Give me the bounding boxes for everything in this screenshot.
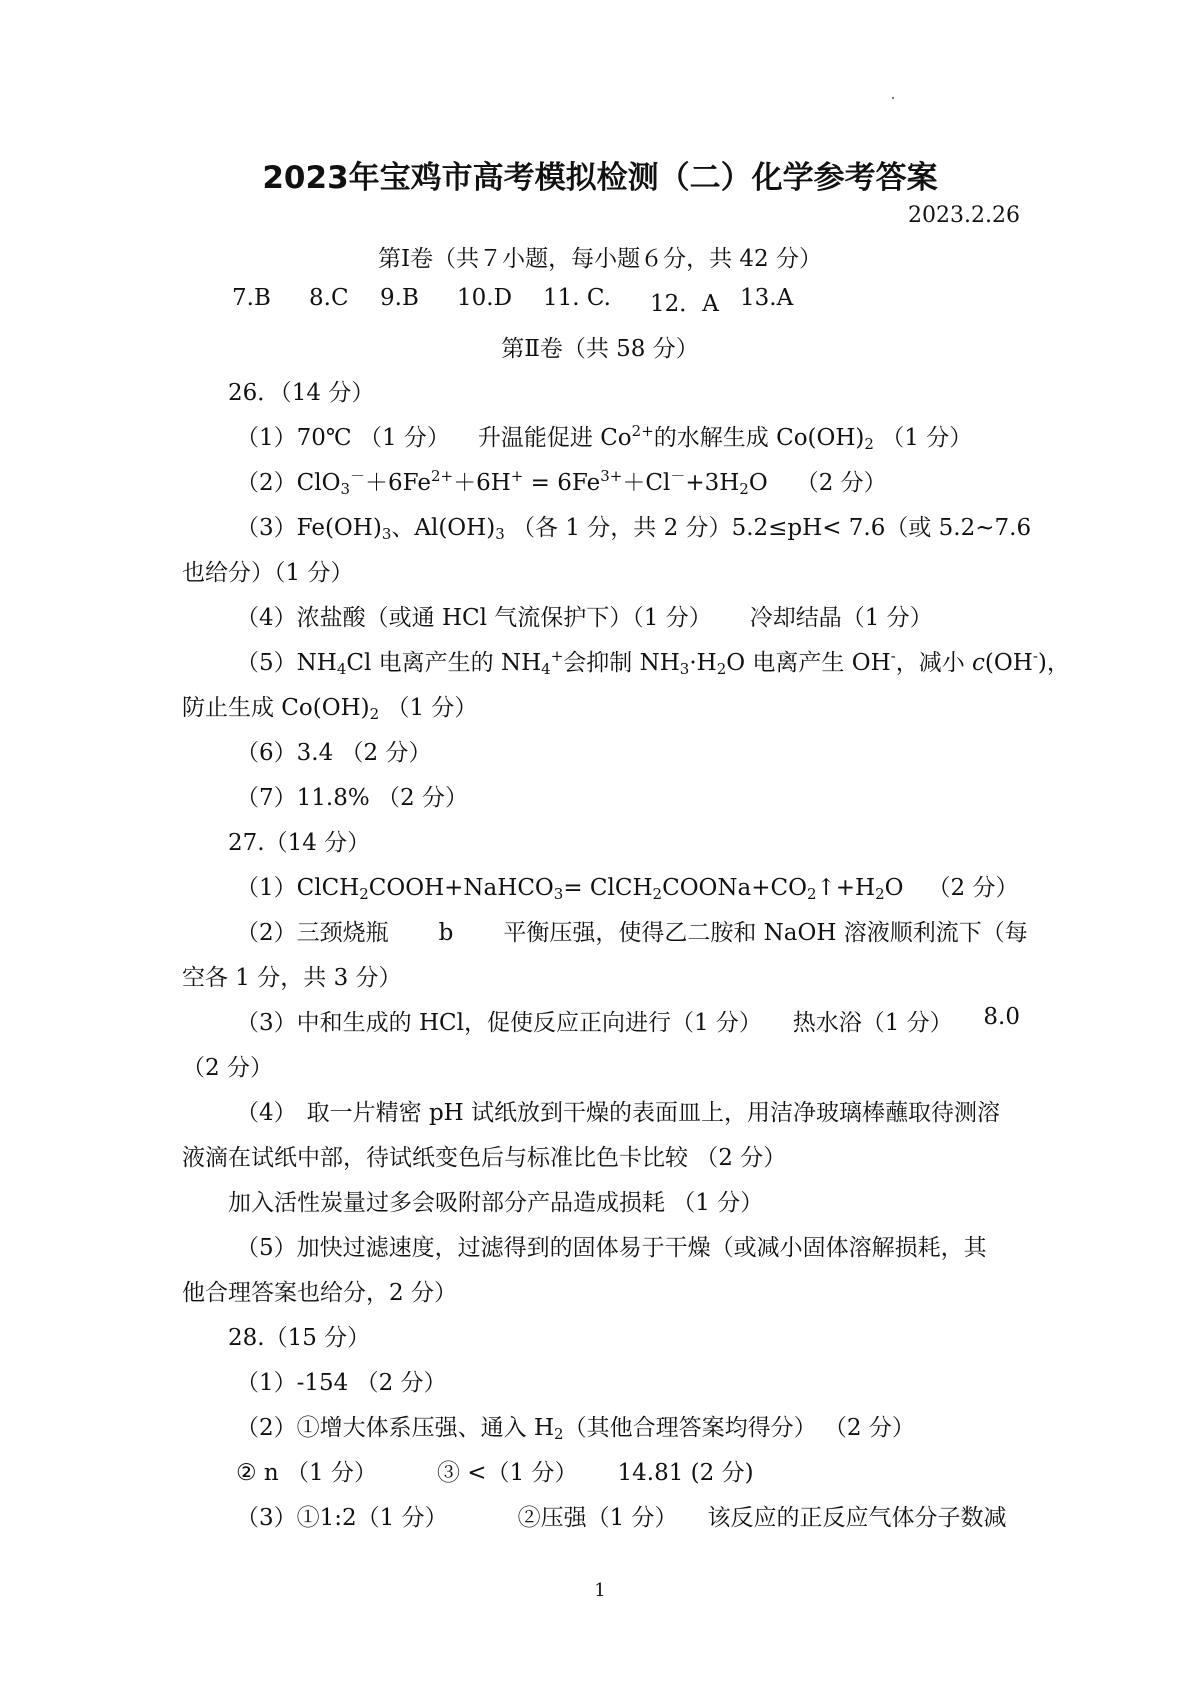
- q28-heading: 28.（15 分）: [228, 1325, 371, 1351]
- q27-part1-equation: （1）ClCH$_2$COOH+NaHCO$_3$= $ClCH_2COONa+CO_2↑+H_2O$ （2 分）: [236, 875, 1019, 903]
- q26-part5-cont: 防止生成 $Co(OH)_2$ （1 分）: [182, 695, 478, 723]
- answer-10: 10.D: [457, 285, 513, 311]
- q26-part1: （1）70℃ （1 分） 升温能促进 $Co^{2+}$的水解生成 $Co(OH)_2$ （1 分）: [236, 422, 973, 453]
- q26-part3: $(3)Fe(OH)_3$、$Al(OH)_3$ （各 1 分，共 2 分） 5.2≤pH< 7.6（或 5.2~7.6: [236, 515, 1032, 543]
- q28-part3: （3）①1:2（1 分） ②压强（1 分） 该反应的正反应气体分子数减: [236, 1505, 1007, 1531]
- q27-part4-note: 加入活性炭量过多会吸附部分产品造成损耗 （1 分）: [228, 1190, 764, 1216]
- section2-heading: 第Ⅱ卷（共 58 分）: [501, 336, 699, 362]
- q26-part5: $(5)NH_4Cl$ 电离产生的 $NH_4^+$会抑制 $NH_3\cdot H_2O$ 电离产生 OH-，减小 c(OH-)，: [236, 647, 1070, 678]
- q27-part5-cont: 他合理答案也给分，2 分）: [182, 1280, 457, 1306]
- q27-part5: （5）加快过滤速度，过滤得到的固体易于干燥（或减小固体溶解损耗，其: [236, 1235, 987, 1261]
- answer-7: 7.B: [232, 285, 271, 311]
- q27-part3-cont: （2 分）: [182, 1055, 273, 1081]
- q26-part3-cont: 也给分）（1 分）: [182, 560, 354, 586]
- document-date: 2023.2.26: [908, 203, 1020, 228]
- q26-part4: （4）浓盐酸（或通 HCl 气流保护下）（1 分） 冷却结晶（1 分）: [236, 605, 933, 631]
- answer-12: 12．A: [650, 291, 719, 317]
- q27-part2-cont: 空各 1 分，共 3 分）: [182, 965, 402, 991]
- q26-heading: 26．（14 分）: [228, 380, 375, 406]
- q28-part1: （1）-154 （2 分）: [236, 1370, 447, 1396]
- choice-answers: [232, 285, 820, 318]
- q28-part2-sub: ② n （1 分） ③ <（1 分） 14.81 (2 分): [236, 1460, 754, 1486]
- q27-part2: （2）三颈烧瓶 b 平衡压强，使得乙二胺和 NaOH 溶液顺利流下（每: [236, 920, 1028, 946]
- answer-11: 11. C.: [543, 285, 611, 311]
- page-number: 1: [594, 1580, 606, 1601]
- section1-heading: 第Ⅰ卷（共７小题，每小题６分，共 42 分）: [378, 246, 822, 272]
- q28-part2: （2）①增大体系压强、通入 $H_2$（其他合理答案均得分） （2 分）: [236, 1415, 915, 1443]
- q27-part4-cont: 液滴在试纸中部，待试纸变色后与标准比色卡比较 （2 分）: [182, 1145, 787, 1171]
- q26-part6: （6）3.4 （2 分）: [236, 740, 432, 766]
- q27-heading: 27.（14 分）: [228, 830, 371, 856]
- page-title: 2023年宝鸡市高考模拟检测（二）化学参考答案: [262, 160, 938, 196]
- answer-13: 13.A: [740, 285, 794, 311]
- q27-part3: （3）中和生成的 HCl，促使反应正向进行（1 分） 热水浴（1 分） 8.0: [236, 1004, 1020, 1036]
- answer-9: 9.B: [380, 285, 419, 311]
- q26-part7: （7）11.8% （2 分）: [236, 785, 468, 811]
- answer-8: 8.C: [309, 285, 349, 311]
- q27-part4: （4） 取一片精密 pH 试纸放到干燥的表面皿上，用洁净玻璃棒蘸取待测溶: [236, 1100, 1001, 1126]
- q26-part2-equation: $(2)ClO_3^-+6Fe^{2+}+6H^+ = 6Fe^{3+}+Cl^-+3H_2O$ （2 分）: [236, 467, 887, 498]
- scan-speck: [892, 97, 894, 99]
